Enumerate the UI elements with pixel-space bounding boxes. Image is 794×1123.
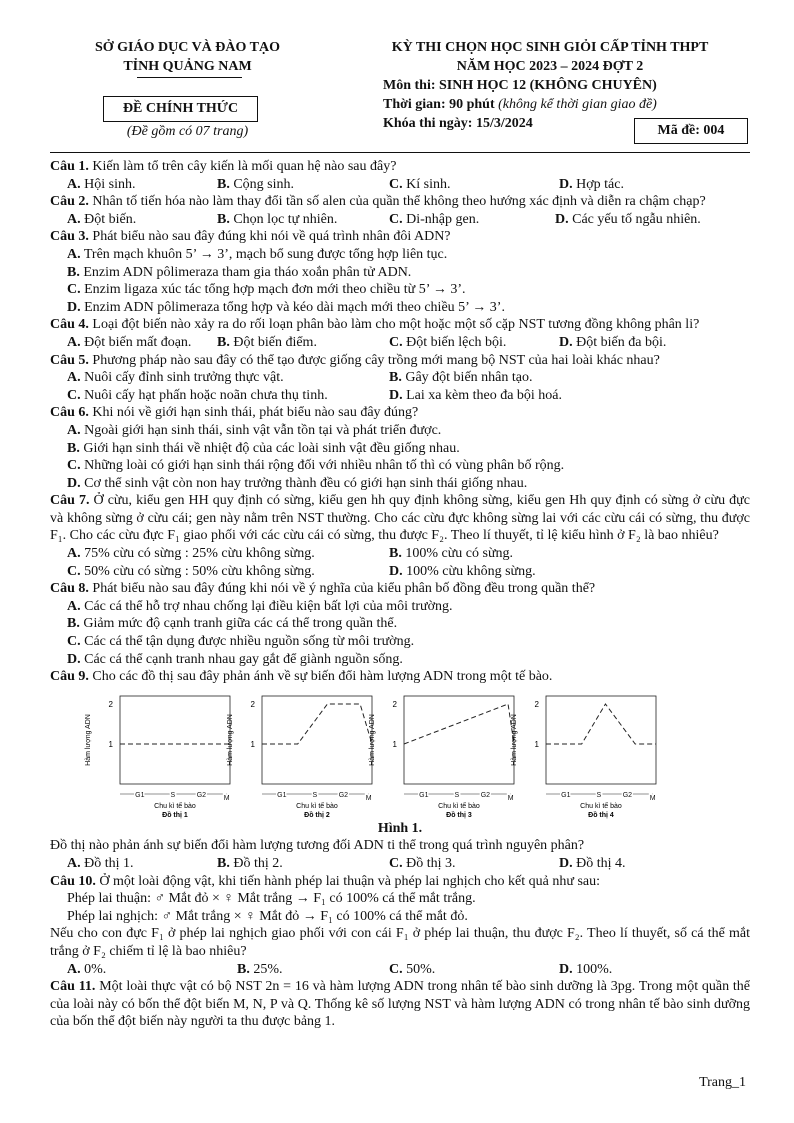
graph-phase-label: G2 [622,791,633,799]
graph-frame [404,696,514,784]
question-8-option-a: A. Các cá thể hỗ trợ nhau chống lại điều kiện bất lợi của môi trường. [67,598,453,614]
question-3-option-a: A. Trên mạch khuôn 5’ → 3’, mạch bổ sung được tổng hợp liên tục. [67,246,448,262]
header-divider [50,152,750,153]
question-9-prompt: Đồ thị nào phản ánh sự biến đổi hàm lượng tương đối ADN ti thể trong quá trình nguyên phân? [50,838,585,854]
question-3-option-c: C. Enzim ligaza xúc tác tổng hợp mạch đơn mới theo chiều từ 5’ → 3’. [67,282,466,298]
graph-phase-label: G1 [561,791,571,799]
question-9-options: A. Đồ thị 1. B. Đồ thị 2. C. Đồ thị 3. D. Đồ thị 4. [67,856,626,871]
question-10-prompt: Nếu cho con đực F₁ ở phép lai nghịch giao phối với con cái F₁ ở phép lai thuận, thu được F₂. Theo lí thuyết, số cá thể mắt trắng ở F₂ chiếm tỉ lệ là bao nhiêu? [50,926,750,959]
graph-name: Đồ thị 1 [162,811,188,819]
graph-phase-label: S [596,791,602,799]
figure-1 [50,690,750,820]
question-1: Câu 1. Kiến làm tổ trên cây kiến là mối quan hệ nào sau đây? [50,159,397,174]
dna-graphs-figure [50,690,750,820]
graph-phase-label: G2 [338,791,349,799]
department-line2: TỈNH QUẢNG NAM [123,59,252,74]
question-8: Câu 8. Phát biểu nào sau đây đúng khi nói về ý nghĩa của kiểu phân bố đồng đều trong quần thể? [50,581,596,597]
question-6-option-b: B. Giới hạn sinh thái về nhiệt độ của các loài sinh vật đều giống nhau. [67,440,460,456]
question-7: Câu 7. Ở cừu, kiểu gen HH quy định có sừng, kiểu gen hh quy định không sừng, kiểu gen Hh quy định có sừng ở cừu đực và không sừng ở cừu cái; gen này nằm trên NST thường. Cho các cừu đực không sừng lai với các cừu cái có sừng, thu được F₁. Cho các cừu đực F₁ giao phối với các cừu cái có sừng, thu được F₂. Theo lí thuyết, tỉ lệ kiểu hình ở F₂ là bao nhiêu? [50,493,750,544]
exam-code-box: Mã đề: 004 [634,118,748,144]
exam-year: NĂM HỌC 2023 – 2024 ĐỢT 2 [456,59,644,74]
graph-x-axis-label: Chu kì tế bào [580,802,622,810]
question-7-options-ab: A. 75% cừu có sừng : 25% cừu không sừng. B. 100% cừu có sừng. [67,546,514,562]
question-1-options: A. Hội sinh. B. Cộng sinh. C. Kí sinh. D. Hợp tác. [67,176,624,192]
question-11: Câu 11. Một loài thực vật có bộ NST 2n = 16 và hàm lượng ADN trong nhân tế bào sinh dưỡng là 3pg. Trong một quần thể của loài này có bốn thể đột biến M, N, P và Q. Thống kê số lượng NST và hàm lượng ADN có trong nhân tế bào sinh dưỡng của bốn thể đột biến này người ta thu được bảng 1. [50,979,751,1030]
question-5: Câu 5. Phương pháp nào sau đây có thể tạo được giống cây trồng mới mang bộ NST của hai loài khác nhau? [50,352,660,368]
graph-phase-label: S [454,791,460,799]
graph-y-axis-label: Hàm lượng ADN [511,713,518,766]
graph-phase-label: G1 [135,791,145,799]
graph-tick-label: 2 [392,699,397,709]
graph-tick-label: 1 [534,739,539,749]
graph-tick-label: 1 [108,739,113,749]
question-3: Câu 3. Phát biểu nào sau đây đúng khi nói về quá trình nhân đôi ADN? [50,229,451,245]
graph-phase-label: S [312,791,318,799]
graph-x-axis-label: Chu kì tế bào [296,802,338,810]
graph-phase-label: M [507,794,514,802]
exam-title: KỲ THI CHỌN HỌC SINH GIỎI CẤP TỈNH THPT [391,40,709,55]
question-4: Câu 4. Loại đột biến nào xảy ra do rối loạn phân bào làm cho một hoặc một số cặp NST tương đồng không phân li? [50,317,700,333]
question-10-forward-cross: Phép lai thuận: ♂ Mắt đỏ × ♀ Mắt trắng → F₁ có 100% cá thể mắt trắng. [67,891,476,907]
question-3-option-b: B. Enzim ADN pôlimeraza tham gia tháo xoắn phân tử ADN. [67,264,412,280]
exam-header [345,38,755,76]
official-badge: ĐỀ CHÍNH THỨC [103,96,258,122]
graph-name: Đồ thị 2 [304,811,330,819]
exam-time-note: (không kể thời gian giao đề) [498,97,657,112]
graph-frame [546,696,656,784]
graph-y-axis-label: Hàm lượng ADN [227,713,234,766]
header-underline [137,77,242,78]
exam-meta [383,76,657,133]
graph-phase-label: G2 [480,791,491,799]
graph-tick-label: 2 [534,699,539,709]
graph-phase-label: M [223,794,230,802]
question-10-reverse-cross: Phép lai nghịch: ♂ Mắt trắng × ♀ Mắt đỏ → F₁ có 100% cá thể mắt đỏ. [67,908,468,924]
graph-series-line [404,704,514,744]
question-6-option-c: C. Những loài có giới hạn sinh thái rộng đối với nhiều nhân tố thì có vùng phân bố rộng. [67,458,565,474]
graph-y-axis-label: Hàm lượng ADN [369,713,376,766]
graph-phase-label: G1 [419,791,429,799]
graph-series-line [262,704,372,744]
graph-name: Đồ thị 3 [446,811,472,819]
question-8-option-c: C. Các cá thể tận dụng được nhiều nguồn sống từ môi trường. [67,634,415,650]
question-8-option-d: D. Các cá thể cạnh tranh nhau gay gắt để giành nguồn sống. [67,651,403,667]
graph-y-axis-label: Hàm lượng ADN [85,713,92,766]
question-7-options-cd: C. 50% cừu có sừng : 50% cừu không sừng. D. 100% cừu không sừng. [67,563,536,579]
graph-tick-label: 2 [108,699,113,709]
graph-phase-label: M [365,794,372,802]
graph-tick-label: 1 [392,739,397,749]
question-3-option-d: D. Enzim ADN pôlimeraza tổng hợp và kéo dài mạch mới theo chiều 5’ → 3’. [67,299,505,315]
question-5-options-cd: C. Nuôi cấy hạt phấn hoặc noãn chưa thụ tinh. D. Lai xa kèm theo đa bội hoá. [67,387,563,403]
department-line1: SỞ GIÁO DỤC VÀ ĐÀO TẠO [94,40,280,55]
graph-series-line [546,704,656,744]
graph-tick-label: 2 [250,699,255,709]
question-9: Câu 9. Cho các đồ thị sau đây phản ánh về sự biến đổi hàm lượng ADN trong một tế bào. [50,669,553,685]
exam-subject: Môn thi: SINH HỌC 12 (KHÔNG CHUYÊN) [383,78,657,93]
exam-date: Khóa thi ngày: 15/3/2024 [383,116,533,131]
question-10-options: A. 0%. B. 25%. C. 50%. D. 100%. [67,961,613,977]
question-body [50,158,750,1031]
graph-x-axis-label: Chu kì tế bào [154,802,196,810]
graph-frame [120,696,230,784]
graph-phase-label: S [170,791,176,799]
question-6-option-d: D. Cơ thể sinh vật còn non hay trưởng thành đều có giới hạn sinh thái giống nhau. [67,475,528,491]
graph-phase-label: M [649,794,656,802]
graph-phase-label: G2 [196,791,207,799]
graph-phase-label: G1 [277,791,287,799]
page-count-note: (Đề gồm có 07 trang) [126,124,249,139]
page-number: Trang_1 [699,1075,746,1090]
question-6-option-a: A. Ngoài giới hạn sinh thái, sinh vật vẫn tồn tại và phát triển được. [67,422,442,438]
department-header [60,38,315,76]
question-10: Câu 10. Ở một loài động vật, khi tiến hành phép lai thuận và phép lai nghịch cho kết quả như sau: [50,873,600,889]
graph-name: Đồ thị 4 [588,811,614,819]
question-4-options: A. Đột biến mất đoạn. B. Đột biến điểm. C. Đột biến lệch bội. D. Đột biến đa bội. [67,334,667,350]
graph-tick-label: 1 [250,739,255,749]
question-6: Câu 6. Khi nói về giới hạn sinh thái, phát biểu nào sau đây đúng? [50,405,419,421]
graph-frame [262,696,372,784]
question-8-option-b: B. Giảm mức độ cạnh tranh giữa các cá thể trong quần thể. [67,616,398,632]
graph-x-axis-label: Chu kì tế bào [438,802,480,810]
figure-caption: Hình 1. [377,820,423,836]
question-5-options-ab: A. Nuôi cấy đỉnh sinh trưởng thực vật. B. Gây đột biến nhân tạo. [67,370,533,386]
question-2-options: A. Đột biến. B. Chọn lọc tự nhiên. C. Di-nhập gen. D. Các yếu tố ngẫu nhiên. [67,211,701,227]
exam-time: Thời gian: 90 phút (không kể thời gian giao đề) [383,97,657,112]
question-2: Câu 2. Nhân tố tiến hóa nào làm thay đổi tần số alen của quần thể không theo hướng xác định và diễn ra chậm chạp? [50,194,706,210]
